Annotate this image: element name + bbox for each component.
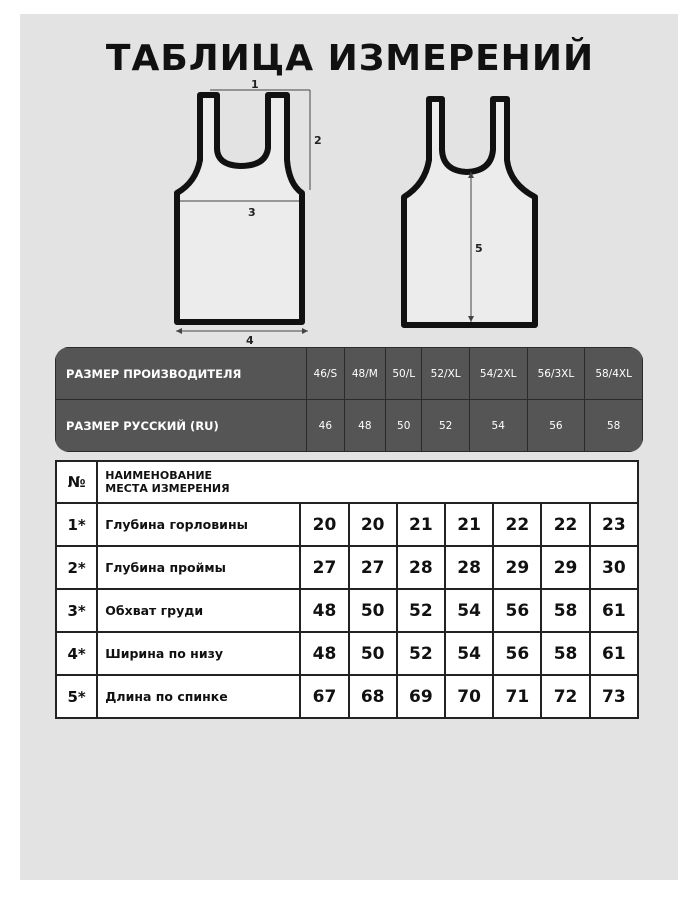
front-garment [177, 95, 302, 322]
name-header-line1: НАИМЕНОВАНИЕ [105, 469, 213, 482]
manufacturer-size-cell: 54/2XL [469, 348, 527, 400]
front-label-3: 3 [248, 206, 256, 219]
table-row [56, 632, 638, 675]
row-value: 28 [397, 546, 445, 589]
russian-size-row [56, 400, 643, 452]
row-value: 30 [590, 546, 638, 589]
row-value: 23 [590, 503, 638, 546]
row-value: 52 [397, 589, 445, 632]
row-value: 20 [349, 503, 397, 546]
row-value: 20 [300, 503, 348, 546]
manufacturer-size-cell: 56/3XL [527, 348, 585, 400]
row-value: 21 [445, 503, 493, 546]
garment-diagram [0, 0, 700, 350]
front-label-1: 1 [251, 78, 259, 91]
table-row [56, 546, 638, 589]
russian-size-label: РАЗМЕР РУССКИЙ (RU) [56, 400, 307, 452]
name-header-line2: МЕСТА ИЗМЕРЕНИЯ [105, 482, 230, 495]
table-row [56, 675, 638, 718]
row-value: 58 [541, 589, 589, 632]
front-label-4: 4 [246, 334, 254, 347]
row-number: 4* [56, 632, 97, 675]
row-number: 2* [56, 546, 97, 589]
table-header-row [56, 461, 638, 503]
row-value: 27 [349, 546, 397, 589]
page-title: ТАБЛИЦА ИЗМЕРЕНИЙ [105, 38, 595, 79]
row-number: 1* [56, 503, 97, 546]
measurement-table [55, 460, 639, 719]
russian-size-cell: 56 [527, 400, 585, 452]
table-row [56, 503, 638, 546]
row-value: 71 [493, 675, 541, 718]
russian-size-cell: 58 [585, 400, 643, 452]
row-value: 58 [541, 632, 589, 675]
row-value: 29 [541, 546, 589, 589]
name-header [97, 461, 638, 503]
row-name: Длина по спинке [97, 675, 300, 718]
manufacturer-size-cell: 58/4XL [585, 348, 643, 400]
russian-size-cell: 52 [422, 400, 469, 452]
back-label-5: 5 [475, 242, 483, 255]
row-value: 67 [300, 675, 348, 718]
row-value: 29 [493, 546, 541, 589]
row-value: 48 [300, 589, 348, 632]
row-value: 50 [349, 632, 397, 675]
row-value: 68 [349, 675, 397, 718]
row-value: 52 [397, 632, 445, 675]
row-name: Обхват груди [97, 589, 300, 632]
row-value: 73 [590, 675, 638, 718]
russian-size-cell: 50 [386, 400, 422, 452]
back-garment [404, 99, 535, 325]
manufacturer-size-cell: 46/S [307, 348, 345, 400]
row-value: 28 [445, 546, 493, 589]
table-row [56, 589, 638, 632]
row-name: Ширина по низу [97, 632, 300, 675]
row-value: 22 [493, 503, 541, 546]
row-value: 70 [445, 675, 493, 718]
manufacturer-size-cell: 48/M [344, 348, 385, 400]
row-value: 72 [541, 675, 589, 718]
row-value: 61 [590, 632, 638, 675]
manufacturer-size-label: РАЗМЕР ПРОИЗВОДИТЕЛЯ [56, 348, 307, 400]
row-value: 61 [590, 589, 638, 632]
row-value: 56 [493, 589, 541, 632]
row-number: 3* [56, 589, 97, 632]
row-value: 54 [445, 632, 493, 675]
russian-size-cell: 48 [344, 400, 385, 452]
row-value: 21 [397, 503, 445, 546]
row-value: 56 [493, 632, 541, 675]
row-name: Глубина горловины [97, 503, 300, 546]
size-header-block [55, 347, 643, 452]
row-value: 48 [300, 632, 348, 675]
russian-size-cell: 46 [307, 400, 345, 452]
front-label-2: 2 [314, 134, 322, 147]
row-value: 69 [397, 675, 445, 718]
row-number: 5* [56, 675, 97, 718]
manufacturer-size-cell: 52/XL [422, 348, 469, 400]
manufacturer-size-row [56, 348, 643, 400]
row-value: 50 [349, 589, 397, 632]
manufacturer-size-cell: 50/L [386, 348, 422, 400]
russian-size-cell: 54 [469, 400, 527, 452]
row-value: 22 [541, 503, 589, 546]
row-value: 27 [300, 546, 348, 589]
row-value: 54 [445, 589, 493, 632]
number-header: № [56, 461, 97, 503]
row-name: Глубина проймы [97, 546, 300, 589]
